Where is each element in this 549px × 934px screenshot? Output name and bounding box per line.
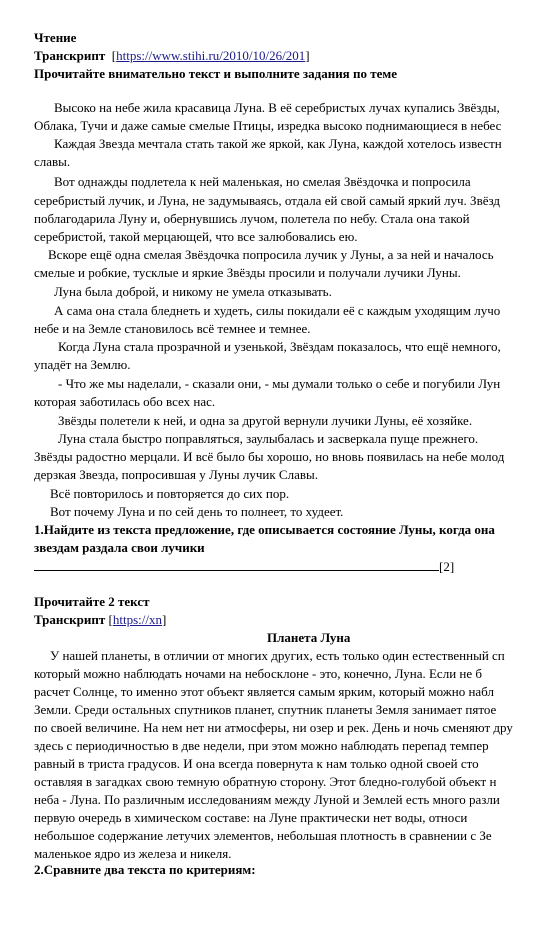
- answer-line: [34, 558, 454, 575]
- article-line: небольшое содержание летучих элементов, небольшая плотность в сравнении с Зе: [34, 828, 492, 843]
- article-line: У нашей планеты, в отличии от многих других, есть только один естественный сп: [50, 648, 505, 663]
- transcript-line: Транскрипт [https://www.stihi.ru/2010/10/26/201]: [34, 48, 310, 63]
- story-line: Луна стала быстро поправляться, заулыбалась и засверкала пуще прежнего.: [58, 431, 479, 446]
- section-heading: Чтение: [34, 30, 77, 45]
- transcript-link[interactable]: https://www.stihi.ru/2010/10/26/201: [116, 48, 306, 63]
- transcript-label-2: Транскрипт: [34, 612, 106, 627]
- article-line: неба - Луна. По различным исследованиям между Луной и Землей есть много разли: [34, 792, 500, 807]
- story-line: серебристый лучик, и Луна, не задумываясь, отдала ей свой самый яркий луч. Звёзд: [34, 193, 500, 208]
- story-line: Вот однажды подлетела к ней маленькая, но смелая Звёздочка и попросила: [54, 174, 471, 189]
- story-line: Звёзды радостно мерцали. И всё было бы хорошо, но вновь появилась на небе молод: [34, 449, 505, 464]
- story-line: А сама она стала бледнеть и худеть, силы покидали её с каждым уходящим лучо: [54, 303, 501, 318]
- answer-blank[interactable]: [34, 558, 439, 571]
- story-line: смелые и робкие, тусклые и яркие Звёзды просили и получали лучики Луны.: [34, 265, 461, 280]
- story-line: дерзкая Звезда, попросившая у Луны лучик Славы.: [34, 467, 318, 482]
- instruction-text: Прочитайте внимательно текст и выполните задания по теме: [34, 66, 397, 81]
- story-line: - Что же мы наделали, - сказали они, - мы думали только о себе и погубили Лун: [58, 376, 501, 391]
- article-line: по своей величине. На нем нет ни атмосферы, ни озер и рек. День и ночь сменяют дру: [34, 720, 513, 735]
- story-line: славы.: [34, 154, 71, 169]
- story-line: Высоко на небе жила красавица Луна. В её серебристых лучах купались Звёзды,: [54, 100, 500, 115]
- article-line: первую очередь в химическом составе: на Луне практически нет воды, относи: [34, 810, 468, 825]
- article-line: который можно наблюдать ночами на небосклоне - это, конечно, Луна. Если не б: [34, 666, 482, 681]
- question-1-cont: звездам раздала свои лучики: [34, 540, 205, 555]
- article-title: Планета Луна: [267, 630, 351, 645]
- article-line: расчет Солнце, то именно этот объект является самым ярким, который можно набл: [34, 684, 494, 699]
- story-line: которая заботилась обо всех нас.: [34, 394, 216, 409]
- story-line: Когда Луна стала прозрачной и узенькой, Звёздам показалось, что ещё немного,: [58, 339, 501, 354]
- section2-heading: Прочитайте 2 текст: [34, 594, 150, 609]
- story-line: Каждая Звезда мечтала стать такой же яркой, как Луна, каждой хотелось известн: [54, 136, 502, 151]
- story-line: Звёзды полетели к ней, и одна за другой вернули лучики Луны, её хозяйке.: [58, 413, 473, 428]
- story-line: небе и на Земле становилось всё темнее и темнее.: [34, 321, 311, 336]
- story-line: Облака, Тучи и даже самые смелые Птицы, изредка высоко поднимающиеся в небес: [34, 118, 502, 133]
- story-line: Всё повторилось и повторяется до сих пор.: [50, 486, 290, 501]
- question-2: 2.Сравните два текста по критериям:: [34, 862, 256, 877]
- story-line: Луна была доброй, и никому не умела отказывать.: [54, 284, 332, 299]
- points-label: [2]: [439, 559, 455, 574]
- transcript-line-2: Транскрипт [https://xn]: [34, 612, 167, 627]
- question-1: 1.Найдите из текста предложение, где описывается состояние Луны, когда она: [34, 522, 495, 537]
- article-line: Земли. Среди остальных спутников планет, спутник планеты Земля занимает пятое: [34, 702, 497, 717]
- article-line: оставляя в загадках свою темную обратную сторону. Этот бледно-голубой объект н: [34, 774, 497, 789]
- article-line: здесь с периодичностью в две недели, при этом можно наблюдать перепад темпер: [34, 738, 489, 753]
- story-line: поблагодарила Луну и, обернувшись лучом, полетела по небу. Стала она такой: [34, 211, 470, 226]
- story-line: упадёт на Землю.: [34, 357, 131, 372]
- article-line: маленькое ядро из железа и никеля.: [34, 846, 232, 861]
- article-line: равный в триста градусов. И она всегда повернута к нам только одной своей сто: [34, 756, 479, 771]
- story-line: Вот почему Луна и по сей день то полнеет, то худеет.: [50, 504, 344, 519]
- transcript-link-2[interactable]: https://xn: [112, 612, 162, 627]
- story-line: Вскоре ещё одна смелая Звёздочка попросила лучик у Луны, а за ней и началось: [48, 247, 494, 262]
- story-line: серебристой, такой мерцающей, что все залюбовались ею.: [34, 229, 358, 244]
- transcript-label: Транскрипт: [34, 48, 106, 63]
